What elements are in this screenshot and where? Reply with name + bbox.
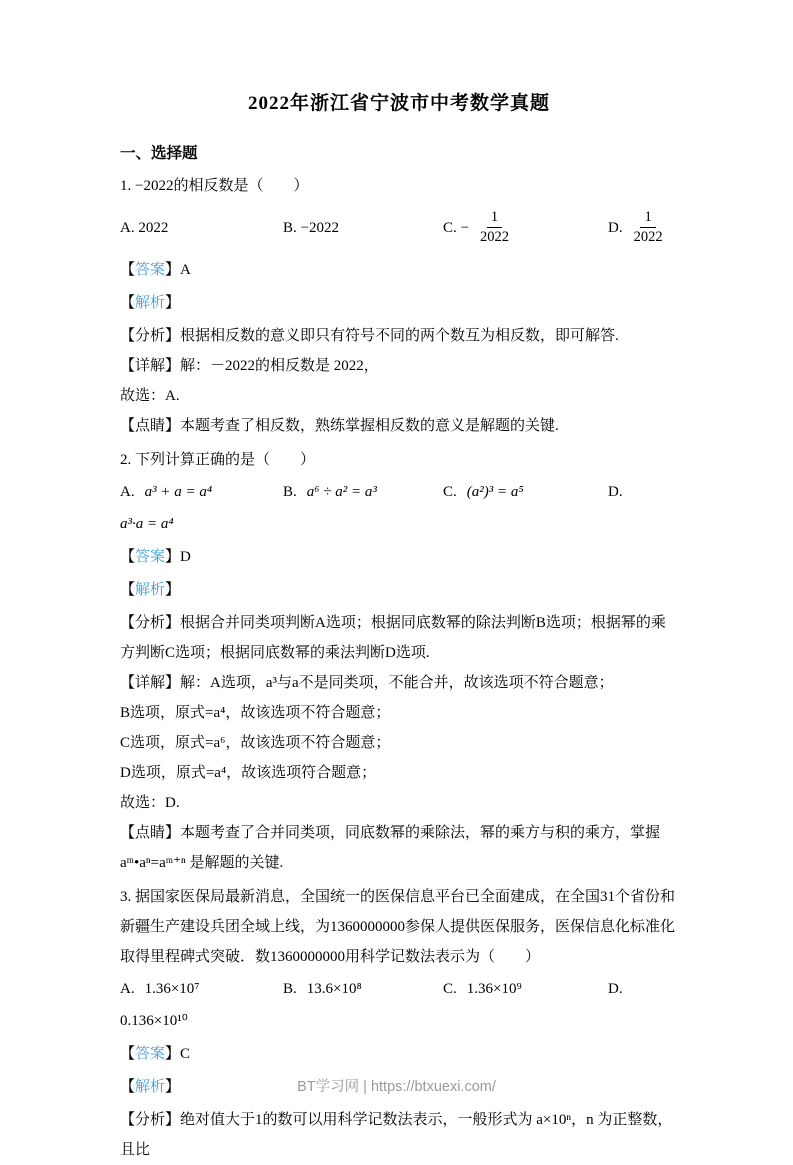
q1-fenxi: 【分析】根据相反数的意义即只有符号不同的两个数互为相反数，即可解答. (120, 328, 619, 344)
section-heading: 一、选择题 (120, 145, 198, 162)
q2-option-b-expr: a⁶ ÷ a² = a³ (306, 484, 377, 500)
q1-option-d-prefix: D. (608, 219, 623, 236)
bracket-open: 【 (120, 1046, 136, 1062)
analysis-label: 解析 (135, 1079, 166, 1095)
q3-option-c-expr: 1.36×10⁹ (466, 981, 522, 997)
fraction-denominator: 2022 (633, 229, 663, 245)
q1-option-a: A. 2022 (120, 219, 169, 236)
bracket-open: 【 (120, 582, 136, 598)
bracket-open: 【 (120, 262, 136, 278)
q1-analysis-line (120, 288, 678, 318)
answer-label: 答案 (135, 1046, 166, 1062)
q1-option-c (443, 208, 608, 247)
q3-option-c (443, 974, 608, 1004)
q2-dianjing: 【点睛】本题考查了合并同类项，同底数幂的乘除法，幂的乘方与积的乘方，掌握 aᵐ•aⁿ=aᵐ⁺ⁿ 是解题的关键. (120, 825, 661, 871)
analysis-label: 解析 (135, 295, 166, 311)
answer-label: 答案 (135, 262, 166, 278)
bracket-close: 】 (165, 1079, 181, 1095)
question-3-options-row (120, 974, 678, 1004)
q1-dianjing: 【点睛】本题考查了相反数，熟练掌握相反数的意义是解题的关键. (120, 418, 559, 434)
q2-option-a-expr: a³ + a = a⁴ (144, 484, 213, 500)
q2-option-b-label: B. (283, 484, 297, 500)
q1-option-b: B. −2022 (283, 219, 339, 236)
bracket-close: 】 (165, 1046, 181, 1062)
q3-answer-value: C (180, 1046, 191, 1062)
bracket-open: 【 (120, 295, 136, 311)
question-2-options-row (120, 477, 678, 507)
q1-option-c-fraction (476, 208, 513, 247)
q3-option-c-label: C. (443, 981, 457, 997)
q1-xiangjie: 【详解】解：－2022的相反数是 2022， (120, 358, 379, 374)
q2-option-b (283, 477, 443, 507)
q2-answer-line (120, 542, 678, 572)
q2-option-d-label: D. (608, 484, 623, 500)
q1-answer-value: A (180, 262, 191, 278)
q2-option-d-expr: a³·a = a⁴ (120, 516, 174, 532)
q3-option-a-expr: 1.36×10⁷ (144, 981, 200, 997)
q2-xiangjie-1: 【详解】解：A选项，a³与a不是同类项，不能合并，故该选项不符合题意； (120, 675, 614, 691)
q1-guxuan: 故选：A. (120, 388, 180, 404)
q3-fenxi: 【分析】绝对值大于1的数可以用科学记数法表示，一般形式为 a×10ⁿ，n 为正整数，且比 (120, 1112, 673, 1158)
question-2-stem: 2. 下列计算正确的是（ ） (120, 452, 316, 468)
q1-option-d (608, 208, 678, 247)
answer-label: 答案 (135, 549, 166, 565)
q2-guxuan: 故选：D. (120, 795, 180, 811)
q3-answer-line (120, 1039, 678, 1069)
bracket-close: 】 (165, 295, 181, 311)
q2-xiangjie-4: D选项，原式=a⁴，故该选项符合题意； (120, 765, 377, 781)
analysis-label: 解析 (135, 582, 166, 598)
footer-watermark: BT学习网 | https://btxuexi.com/ (297, 1079, 496, 1095)
q2-analysis-line (120, 575, 678, 605)
q3-option-a (120, 974, 283, 1004)
q3-option-b-expr: 13.6×10⁸ (306, 981, 362, 997)
q3-option-d-label: D. (608, 981, 623, 997)
fraction-denominator: 2022 (479, 229, 509, 245)
fraction-numerator: 1 (640, 208, 655, 228)
q3-option-b-label: B. (283, 981, 297, 997)
q1-option-d-fraction (630, 208, 667, 247)
q2-option-a (120, 477, 283, 507)
question-3-stem: 3. 据国家医保局最新消息，全国统一的医保信息平台已全面建成，在全国31个省份和新疆生产建设兵团全域上线，为1360000000参保人提供医保服务，医保信息化标准化取得里程碑式突破．数1360000000用科学记数法表示为（ ） (120, 889, 676, 965)
q2-option-c-label: C. (443, 484, 457, 500)
q3-option-d-expr: 0.136×10¹⁰ (120, 1013, 188, 1029)
q2-xiangjie-3: C选项，原式=a⁶，故该选项不符合题意； (120, 735, 391, 751)
q1-answer-line (120, 255, 678, 285)
q2-xiangjie-2: B选项，原式=a⁴，故该选项不符合题意； (120, 705, 391, 721)
bracket-close: 】 (165, 262, 181, 278)
q3-option-a-label: A. (120, 981, 135, 997)
q3-option-b (283, 974, 443, 1004)
bracket-open: 【 (120, 549, 136, 565)
question-1-stem: 1. −2022的相反数是（ ） (120, 178, 309, 194)
q2-option-d (608, 477, 678, 507)
q2-option-a-label: A. (120, 484, 135, 500)
q2-option-c (443, 477, 608, 507)
question-1-options-row (120, 203, 678, 252)
q2-answer-value: D (180, 549, 191, 565)
bracket-close: 】 (165, 549, 181, 565)
q2-fenxi: 【分析】根据合并同类项判断A选项；根据同底数幂的除法判断B选项；根据幂的乘方判断C选项；根据同底数幂的乘法判断D选项. (120, 615, 666, 661)
q1-option-c-prefix: C. − (443, 219, 469, 236)
fraction-numerator: 1 (487, 208, 502, 228)
q3-option-d (608, 974, 678, 1004)
page-title: 2022年浙江省宁波市中考数学真题 (247, 93, 550, 114)
bracket-close: 】 (165, 582, 181, 598)
q2-option-c-expr: (a²)³ = a⁵ (466, 484, 524, 500)
bracket-open: 【 (120, 1079, 136, 1095)
